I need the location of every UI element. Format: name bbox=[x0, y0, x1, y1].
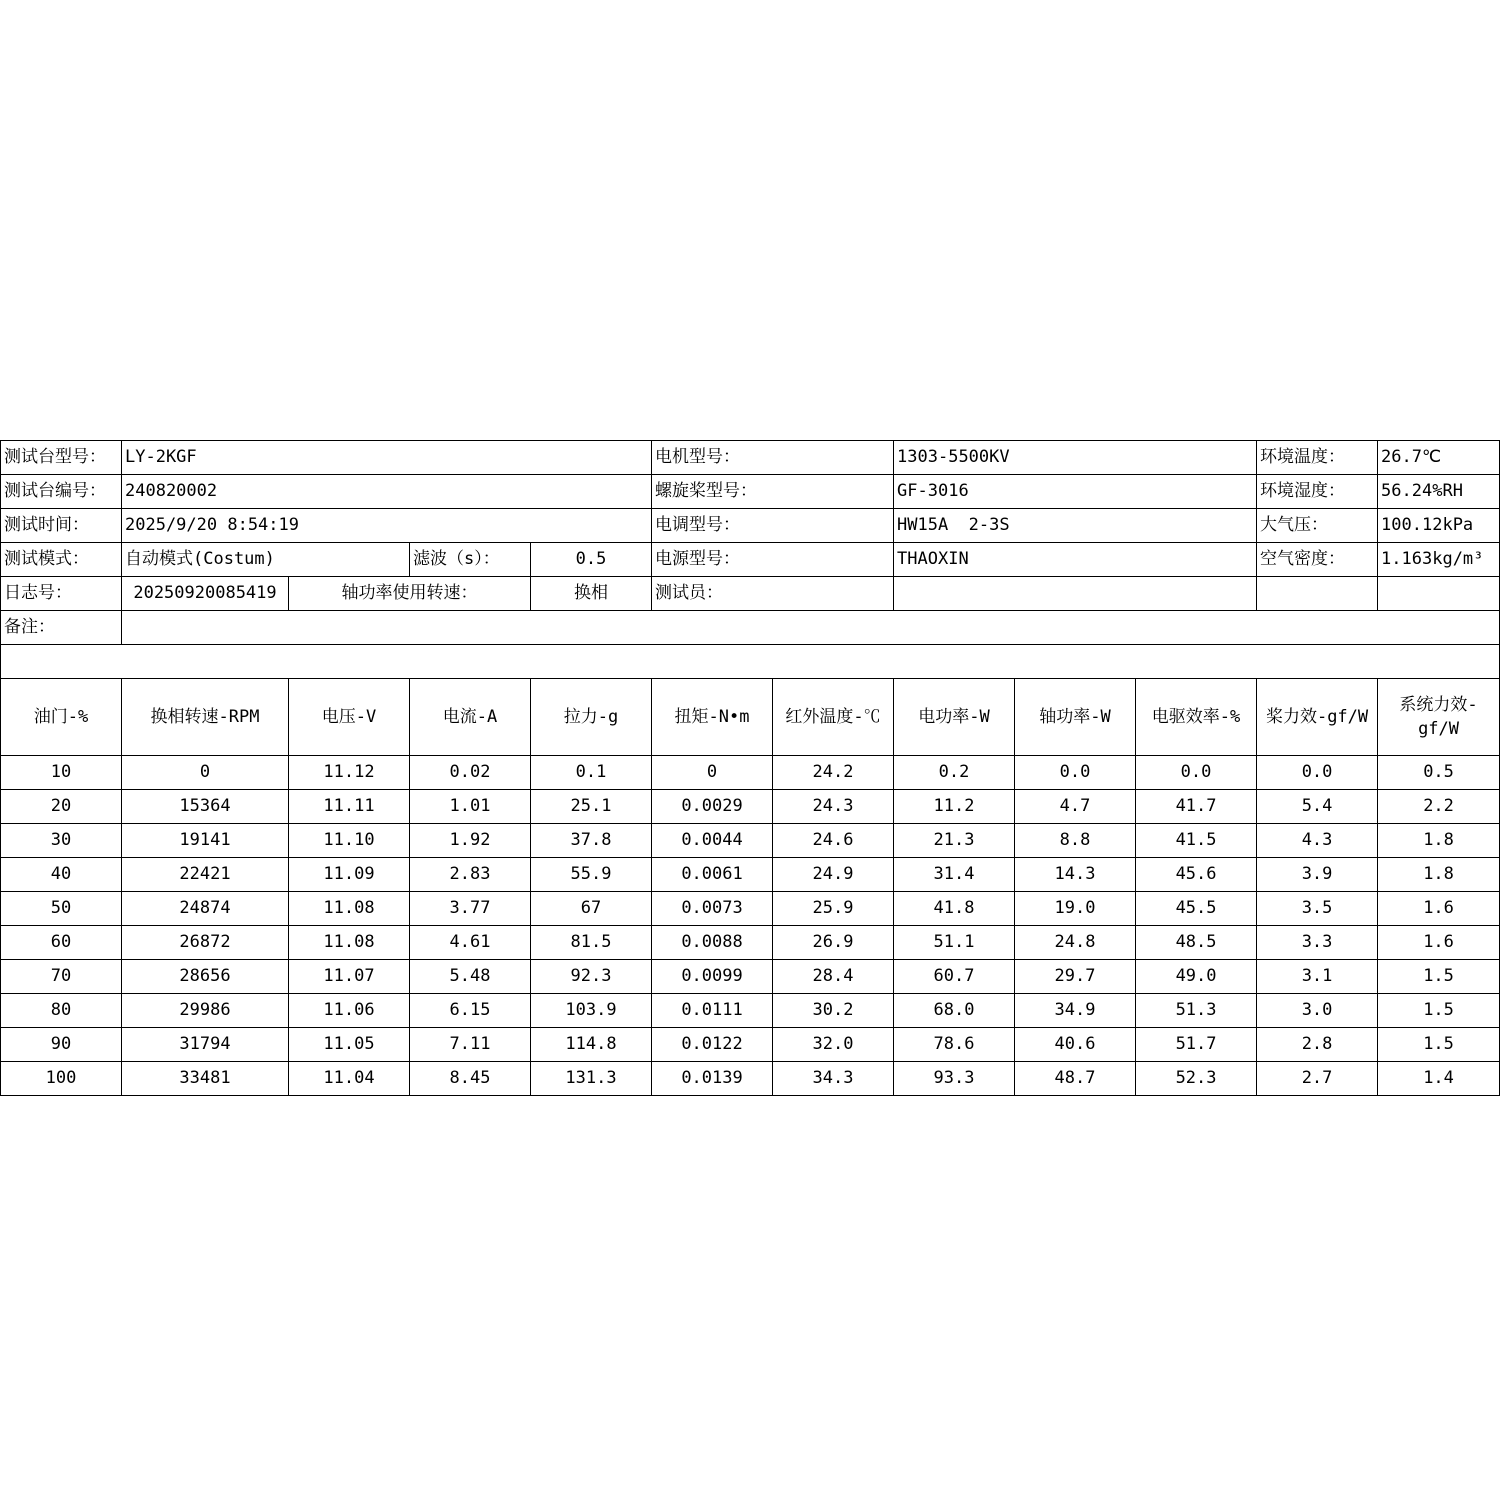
table-cell: 2.7 bbox=[1257, 1062, 1378, 1096]
table-cell: 0.1 bbox=[531, 756, 652, 790]
air-density-value: 1.163kg/m³ bbox=[1378, 543, 1500, 577]
table-cell: 32.0 bbox=[773, 1028, 894, 1062]
table-cell: 51.3 bbox=[1136, 994, 1257, 1028]
table-cell: 3.9 bbox=[1257, 858, 1378, 892]
tester-value bbox=[894, 577, 1257, 611]
table-cell: 3.77 bbox=[410, 892, 531, 926]
column-header: 扭矩-N•m bbox=[652, 679, 773, 756]
table-cell: 70 bbox=[1, 960, 122, 994]
table-cell: 24.6 bbox=[773, 824, 894, 858]
shaft-rpm-label: 轴功率使用转速： bbox=[289, 577, 531, 611]
empty-cell bbox=[1257, 577, 1378, 611]
test-report-sheet bbox=[0, 440, 1499, 1096]
test-time-label: 测试时间： bbox=[1, 509, 122, 543]
bench-serial-value: 240820002 bbox=[122, 475, 652, 509]
table-cell: 20 bbox=[1, 790, 122, 824]
table-cell: 52.3 bbox=[1136, 1062, 1257, 1096]
table-cell: 28.4 bbox=[773, 960, 894, 994]
table-cell: 0.0029 bbox=[652, 790, 773, 824]
tester-label: 测试员： bbox=[652, 577, 894, 611]
filter-label: 滤波（s）： bbox=[410, 543, 531, 577]
table-cell: 41.5 bbox=[1136, 824, 1257, 858]
table-cell: 90 bbox=[1, 1028, 122, 1062]
table-cell: 11.06 bbox=[289, 994, 410, 1028]
env-humidity-value: 56.24%RH bbox=[1378, 475, 1500, 509]
power-value: THAOXIN bbox=[894, 543, 1257, 577]
table-cell: 25.1 bbox=[531, 790, 652, 824]
table-cell: 67 bbox=[531, 892, 652, 926]
table-cell: 15364 bbox=[122, 790, 289, 824]
table-cell: 1.92 bbox=[410, 824, 531, 858]
table-cell: 0.0111 bbox=[652, 994, 773, 1028]
shaft-rpm-value: 换相 bbox=[531, 577, 652, 611]
table-cell: 11.07 bbox=[289, 960, 410, 994]
table-cell: 51.7 bbox=[1136, 1028, 1257, 1062]
column-header: 电功率-W bbox=[894, 679, 1015, 756]
column-header: 桨力效-gf/W bbox=[1257, 679, 1378, 756]
esc-value: HW15A 2-3S bbox=[894, 509, 1257, 543]
table-cell: 1.5 bbox=[1378, 960, 1500, 994]
info-row-4 bbox=[1, 543, 1500, 577]
table-row bbox=[1, 994, 1500, 1028]
column-header: 系统力效-gf/W bbox=[1378, 679, 1500, 756]
test-mode-value: 自动模式(Costum) bbox=[122, 543, 410, 577]
prop-label: 螺旋桨型号： bbox=[652, 475, 894, 509]
test-time-value: 2025/9/20 8:54:19 bbox=[122, 509, 652, 543]
info-row-1 bbox=[1, 441, 1500, 475]
table-cell: 3.1 bbox=[1257, 960, 1378, 994]
column-header: 换相转速-RPM bbox=[122, 679, 289, 756]
table-cell: 29.7 bbox=[1015, 960, 1136, 994]
power-label: 电源型号： bbox=[652, 543, 894, 577]
column-header: 电流-A bbox=[410, 679, 531, 756]
table-cell: 24.3 bbox=[773, 790, 894, 824]
remark-label: 备注： bbox=[1, 611, 122, 645]
table-cell: 45.5 bbox=[1136, 892, 1257, 926]
bench-model-label: 测试台型号： bbox=[1, 441, 122, 475]
bench-model-value: LY-2KGF bbox=[122, 441, 652, 475]
column-header-row bbox=[1, 679, 1500, 756]
table-cell: 11.12 bbox=[289, 756, 410, 790]
table-cell: 3.5 bbox=[1257, 892, 1378, 926]
table-cell: 5.4 bbox=[1257, 790, 1378, 824]
table-cell: 48.7 bbox=[1015, 1062, 1136, 1096]
table-cell: 11.11 bbox=[289, 790, 410, 824]
table-cell: 68.0 bbox=[894, 994, 1015, 1028]
env-temp-label: 环境温度： bbox=[1257, 441, 1378, 475]
table-row bbox=[1, 824, 1500, 858]
table-cell: 0.0073 bbox=[652, 892, 773, 926]
table-cell: 0.2 bbox=[894, 756, 1015, 790]
table-cell: 28656 bbox=[122, 960, 289, 994]
table-cell: 31.4 bbox=[894, 858, 1015, 892]
table-cell: 103.9 bbox=[531, 994, 652, 1028]
table-cell: 0.02 bbox=[410, 756, 531, 790]
table-cell: 0.0122 bbox=[652, 1028, 773, 1062]
table-cell: 31794 bbox=[122, 1028, 289, 1062]
table-cell: 11.09 bbox=[289, 858, 410, 892]
log-label: 日志号： bbox=[1, 577, 122, 611]
table-row bbox=[1, 926, 1500, 960]
table-cell: 0.5 bbox=[1378, 756, 1500, 790]
table-cell: 34.3 bbox=[773, 1062, 894, 1096]
table-cell: 10 bbox=[1, 756, 122, 790]
table-cell: 3.3 bbox=[1257, 926, 1378, 960]
table-row bbox=[1, 1028, 1500, 1062]
table-cell: 40.6 bbox=[1015, 1028, 1136, 1062]
table-cell: 60 bbox=[1, 926, 122, 960]
table-cell: 1.01 bbox=[410, 790, 531, 824]
table-cell: 81.5 bbox=[531, 926, 652, 960]
filter-value: 0.5 bbox=[531, 543, 652, 577]
table-cell: 48.5 bbox=[1136, 926, 1257, 960]
table-cell: 19141 bbox=[122, 824, 289, 858]
table-cell: 2.2 bbox=[1378, 790, 1500, 824]
table-cell: 19.0 bbox=[1015, 892, 1136, 926]
table-cell: 51.1 bbox=[894, 926, 1015, 960]
table-cell: 24874 bbox=[122, 892, 289, 926]
table-row bbox=[1, 892, 1500, 926]
table-cell: 3.0 bbox=[1257, 994, 1378, 1028]
table-cell: 0.0061 bbox=[652, 858, 773, 892]
table-row bbox=[1, 960, 1500, 994]
pressure-value: 100.12kPa bbox=[1378, 509, 1500, 543]
table-cell: 30 bbox=[1, 824, 122, 858]
table-cell: 37.8 bbox=[531, 824, 652, 858]
table-row bbox=[1, 790, 1500, 824]
table-cell: 4.61 bbox=[410, 926, 531, 960]
table-cell: 0.0 bbox=[1015, 756, 1136, 790]
table-cell: 49.0 bbox=[1136, 960, 1257, 994]
table-cell: 2.83 bbox=[410, 858, 531, 892]
table-cell: 21.3 bbox=[894, 824, 1015, 858]
pressure-label: 大气压： bbox=[1257, 509, 1378, 543]
table-cell: 2.8 bbox=[1257, 1028, 1378, 1062]
column-header: 电压-V bbox=[289, 679, 410, 756]
table-cell: 0.0139 bbox=[652, 1062, 773, 1096]
table-cell: 100 bbox=[1, 1062, 122, 1096]
info-row-6 bbox=[1, 611, 1500, 645]
table-cell: 0 bbox=[122, 756, 289, 790]
table-cell: 29986 bbox=[122, 994, 289, 1028]
table-cell: 0.0088 bbox=[652, 926, 773, 960]
remark-value bbox=[122, 611, 1500, 645]
report-table bbox=[0, 440, 1500, 1096]
column-header: 轴功率-W bbox=[1015, 679, 1136, 756]
column-header: 红外温度-℃ bbox=[773, 679, 894, 756]
table-row bbox=[1, 756, 1500, 790]
table-cell: 11.08 bbox=[289, 892, 410, 926]
table-cell: 0 bbox=[652, 756, 773, 790]
table-cell: 30.2 bbox=[773, 994, 894, 1028]
table-cell: 0.0 bbox=[1257, 756, 1378, 790]
column-header: 拉力-g bbox=[531, 679, 652, 756]
table-cell: 92.3 bbox=[531, 960, 652, 994]
table-row bbox=[1, 858, 1500, 892]
table-cell: 131.3 bbox=[531, 1062, 652, 1096]
table-cell: 1.8 bbox=[1378, 858, 1500, 892]
table-cell: 33481 bbox=[122, 1062, 289, 1096]
table-cell: 14.3 bbox=[1015, 858, 1136, 892]
info-row-3 bbox=[1, 509, 1500, 543]
table-cell: 4.7 bbox=[1015, 790, 1136, 824]
esc-label: 电调型号： bbox=[652, 509, 894, 543]
table-cell: 25.9 bbox=[773, 892, 894, 926]
motor-value: 1303-5500KV bbox=[894, 441, 1257, 475]
table-cell: 0.0099 bbox=[652, 960, 773, 994]
blank-separator bbox=[1, 645, 1500, 679]
table-cell: 40 bbox=[1, 858, 122, 892]
table-cell: 1.4 bbox=[1378, 1062, 1500, 1096]
table-cell: 41.8 bbox=[894, 892, 1015, 926]
table-cell: 11.10 bbox=[289, 824, 410, 858]
table-cell: 1.5 bbox=[1378, 994, 1500, 1028]
table-cell: 7.11 bbox=[410, 1028, 531, 1062]
info-row-2 bbox=[1, 475, 1500, 509]
table-cell: 26872 bbox=[122, 926, 289, 960]
env-humidity-label: 环境湿度： bbox=[1257, 475, 1378, 509]
empty-cell bbox=[1378, 577, 1500, 611]
table-cell: 1.6 bbox=[1378, 892, 1500, 926]
table-cell: 55.9 bbox=[531, 858, 652, 892]
table-cell: 1.6 bbox=[1378, 926, 1500, 960]
info-row-5 bbox=[1, 577, 1500, 611]
table-cell: 4.3 bbox=[1257, 824, 1378, 858]
column-header: 油门-% bbox=[1, 679, 122, 756]
table-cell: 0.0044 bbox=[652, 824, 773, 858]
table-cell: 50 bbox=[1, 892, 122, 926]
table-cell: 6.15 bbox=[410, 994, 531, 1028]
separator-row bbox=[1, 645, 1500, 679]
table-cell: 60.7 bbox=[894, 960, 1015, 994]
table-cell: 45.6 bbox=[1136, 858, 1257, 892]
table-cell: 11.2 bbox=[894, 790, 1015, 824]
table-cell: 78.6 bbox=[894, 1028, 1015, 1062]
table-cell: 8.45 bbox=[410, 1062, 531, 1096]
log-value: 20250920085419 bbox=[122, 577, 289, 611]
table-cell: 34.9 bbox=[1015, 994, 1136, 1028]
table-cell: 1.5 bbox=[1378, 1028, 1500, 1062]
table-cell: 26.9 bbox=[773, 926, 894, 960]
table-cell: 22421 bbox=[122, 858, 289, 892]
table-cell: 24.2 bbox=[773, 756, 894, 790]
table-cell: 24.8 bbox=[1015, 926, 1136, 960]
table-cell: 24.9 bbox=[773, 858, 894, 892]
column-header: 电驱效率-% bbox=[1136, 679, 1257, 756]
air-density-label: 空气密度： bbox=[1257, 543, 1378, 577]
table-cell: 41.7 bbox=[1136, 790, 1257, 824]
table-cell: 8.8 bbox=[1015, 824, 1136, 858]
table-cell: 114.8 bbox=[531, 1028, 652, 1062]
table-cell: 80 bbox=[1, 994, 122, 1028]
data-rows bbox=[1, 756, 1500, 1096]
test-mode-label: 测试模式： bbox=[1, 543, 122, 577]
table-cell: 0.0 bbox=[1136, 756, 1257, 790]
table-cell: 93.3 bbox=[894, 1062, 1015, 1096]
table-row bbox=[1, 1062, 1500, 1096]
bench-serial-label: 测试台编号： bbox=[1, 475, 122, 509]
table-cell: 1.8 bbox=[1378, 824, 1500, 858]
table-cell: 11.05 bbox=[289, 1028, 410, 1062]
table-cell: 11.08 bbox=[289, 926, 410, 960]
table-cell: 11.04 bbox=[289, 1062, 410, 1096]
table-cell: 5.48 bbox=[410, 960, 531, 994]
prop-value: GF-3016 bbox=[894, 475, 1257, 509]
motor-label: 电机型号： bbox=[652, 441, 894, 475]
env-temp-value: 26.7℃ bbox=[1378, 441, 1500, 475]
